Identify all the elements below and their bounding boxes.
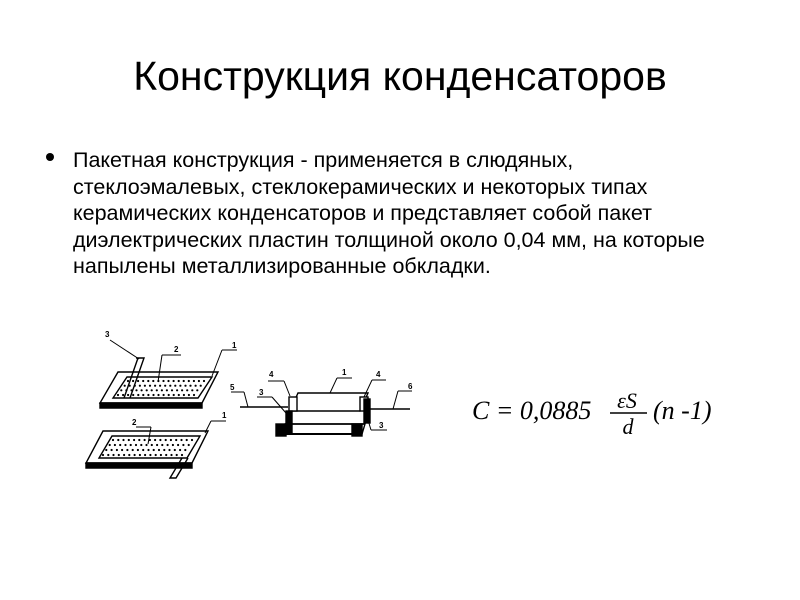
plate-dot bbox=[142, 380, 144, 382]
plate-dot bbox=[117, 439, 119, 441]
plate-dot bbox=[146, 389, 148, 391]
plate-dot bbox=[193, 394, 195, 396]
plate-diagram bbox=[86, 340, 237, 478]
fig-mid-label-5: 5 bbox=[230, 383, 235, 392]
plate-dot bbox=[167, 444, 169, 446]
plate-dot bbox=[122, 394, 124, 396]
plate-dot bbox=[139, 385, 141, 387]
plate-dot bbox=[137, 449, 139, 451]
plate-dot bbox=[155, 454, 157, 456]
plate-dot bbox=[149, 439, 151, 441]
fig-left-label-5: 1 bbox=[222, 411, 227, 420]
plate-dot bbox=[112, 454, 114, 456]
plate-dot bbox=[174, 449, 176, 451]
plate-dot bbox=[162, 380, 164, 382]
plate-dot bbox=[159, 385, 161, 387]
plate-dot bbox=[135, 444, 137, 446]
plate-dot bbox=[147, 449, 149, 451]
plate-dot bbox=[133, 439, 135, 441]
plate-dot bbox=[200, 385, 202, 387]
plate-dot bbox=[149, 385, 151, 387]
plate-dot bbox=[186, 439, 188, 441]
plate-dot bbox=[122, 439, 124, 441]
plate-dot bbox=[184, 449, 186, 451]
plate-dot bbox=[191, 389, 193, 391]
plate-dot bbox=[154, 385, 156, 387]
plate-dot bbox=[178, 380, 180, 382]
plate-dot bbox=[165, 454, 167, 456]
plate-dot bbox=[128, 439, 130, 441]
plate-dot bbox=[196, 389, 198, 391]
plate-dot bbox=[154, 439, 156, 441]
plate-dot bbox=[116, 449, 118, 451]
plate-dot bbox=[157, 380, 159, 382]
plate-dot bbox=[144, 454, 146, 456]
plate-dot bbox=[134, 385, 136, 387]
fig-left-label-1: 3 bbox=[105, 330, 110, 339]
plate-dot bbox=[161, 444, 163, 446]
plate-dot bbox=[173, 380, 175, 382]
plate-dot bbox=[160, 454, 162, 456]
fig-mid-label-3-left: 3 bbox=[259, 388, 264, 397]
fig-mid-label-3-right: 3 bbox=[379, 421, 384, 430]
plate-dot bbox=[102, 454, 104, 456]
plate-dot bbox=[145, 444, 147, 446]
fig-mid-label-6: 6 bbox=[408, 382, 413, 391]
plate-dot bbox=[158, 449, 160, 451]
plate-dot bbox=[176, 454, 178, 456]
plate-dot bbox=[159, 439, 161, 441]
plate-dot bbox=[167, 380, 169, 382]
plate-dot bbox=[188, 394, 190, 396]
plate-dot bbox=[188, 444, 190, 446]
plate-dot bbox=[124, 444, 126, 446]
plate-dot bbox=[183, 394, 185, 396]
plate-dot bbox=[174, 385, 176, 387]
fig-mid-label-4-right: 4 bbox=[376, 370, 381, 379]
fig-mid-label-4-left: 4 bbox=[269, 370, 274, 379]
plate-dot bbox=[147, 380, 149, 382]
fig-left-label-2: 2 bbox=[174, 345, 179, 354]
plate-dot bbox=[142, 449, 144, 451]
plate-dot bbox=[114, 444, 116, 446]
plate-dot bbox=[132, 449, 134, 451]
plate-dot bbox=[172, 444, 174, 446]
plate-dot bbox=[152, 380, 154, 382]
plate-dot bbox=[179, 449, 181, 451]
plate-dot bbox=[140, 444, 142, 446]
plate-dot bbox=[112, 439, 114, 441]
plate-dot bbox=[105, 449, 107, 451]
plate-dot bbox=[188, 380, 190, 382]
slide-title: Конструкция конденсаторов bbox=[133, 53, 667, 99]
formula-numerator: εS bbox=[617, 388, 637, 413]
plate-dot bbox=[166, 389, 168, 391]
plate-dot bbox=[156, 444, 158, 446]
plate-dot bbox=[178, 394, 180, 396]
plate-dot bbox=[164, 385, 166, 387]
plate-dot bbox=[132, 394, 134, 396]
plate-dot bbox=[168, 394, 170, 396]
plate-dot bbox=[186, 389, 188, 391]
plate-dot bbox=[132, 380, 134, 382]
formula-denominator: d bbox=[622, 414, 634, 439]
bullet-text: Пакетная конструкция - применяется в слюдяных, стеклоэмалевых, стеклокерамических и некоторых типах керамических конденсаторов и представляет собой пакет диэлектрических пластин толщиной около 0,04 мм, на которые напылены металлизированные обкладки. bbox=[73, 148, 705, 278]
plate-dot bbox=[126, 449, 128, 451]
plate-dot bbox=[130, 444, 132, 446]
formula-lhs: C = 0,0885 bbox=[472, 396, 592, 425]
plate-dot bbox=[107, 454, 109, 456]
plate-dot bbox=[183, 380, 185, 382]
plate-dot bbox=[144, 439, 146, 441]
plate-dot bbox=[182, 444, 184, 446]
plate-dot bbox=[153, 449, 155, 451]
plate-dot bbox=[191, 439, 193, 441]
plate-dot bbox=[121, 449, 123, 451]
plate-dot bbox=[129, 385, 131, 387]
fig-left-label-3: 1 bbox=[232, 341, 237, 350]
plate-dot bbox=[144, 385, 146, 387]
plate-dot bbox=[139, 454, 141, 456]
plate-dot bbox=[130, 389, 132, 391]
plate-dot bbox=[124, 385, 126, 387]
plate-dot bbox=[111, 449, 113, 451]
fig-left-label-4: 2 bbox=[132, 418, 137, 427]
plate-dot bbox=[152, 394, 154, 396]
plate-dot bbox=[170, 454, 172, 456]
plate-dot bbox=[117, 394, 119, 396]
plate-dot bbox=[163, 394, 165, 396]
plate-dot bbox=[137, 394, 139, 396]
plate-dot bbox=[161, 389, 163, 391]
plate-dot bbox=[165, 439, 167, 441]
plate-dot bbox=[176, 389, 178, 391]
plate-dot bbox=[198, 380, 200, 382]
plate-dot bbox=[151, 444, 153, 446]
plate-dot bbox=[157, 394, 159, 396]
plate-dot bbox=[163, 449, 165, 451]
plate-dot bbox=[177, 444, 179, 446]
plate-dot bbox=[123, 454, 125, 456]
plate-dot bbox=[193, 380, 195, 382]
plate-dot bbox=[109, 444, 111, 446]
plate-dot bbox=[173, 394, 175, 396]
plate-dot bbox=[203, 380, 205, 382]
plate-dot bbox=[149, 454, 151, 456]
fig-mid-label-1: 1 bbox=[342, 368, 347, 377]
plate-dot bbox=[138, 439, 140, 441]
plate-dot bbox=[142, 394, 144, 396]
plate-dot bbox=[137, 380, 139, 382]
plate-dot bbox=[118, 454, 120, 456]
plate-dot bbox=[195, 385, 197, 387]
plate-dot bbox=[181, 454, 183, 456]
plate-dot bbox=[170, 439, 172, 441]
plate-dot bbox=[119, 444, 121, 446]
plate-dot bbox=[168, 449, 170, 451]
plate-dot bbox=[127, 394, 129, 396]
plate-dot bbox=[179, 385, 181, 387]
plate-dot bbox=[189, 385, 191, 387]
plate-dot bbox=[127, 380, 129, 382]
plate-dot bbox=[134, 454, 136, 456]
plate-dot bbox=[181, 389, 183, 391]
plate-dot bbox=[180, 439, 182, 441]
plate-dot bbox=[135, 389, 137, 391]
plate-dot bbox=[141, 389, 143, 391]
plate-dot bbox=[151, 389, 153, 391]
plate-dot bbox=[120, 389, 122, 391]
package-diagram bbox=[231, 378, 412, 436]
plate-dot bbox=[128, 454, 130, 456]
plate-dot bbox=[147, 394, 149, 396]
plate-dot bbox=[171, 389, 173, 391]
plate-dot bbox=[169, 385, 171, 387]
capacitance-formula bbox=[472, 388, 711, 439]
plate-dot bbox=[175, 439, 177, 441]
plate-dot bbox=[156, 389, 158, 391]
plate-dot bbox=[184, 385, 186, 387]
plate-dot bbox=[125, 389, 127, 391]
formula-tail: (n -1) bbox=[653, 396, 712, 425]
